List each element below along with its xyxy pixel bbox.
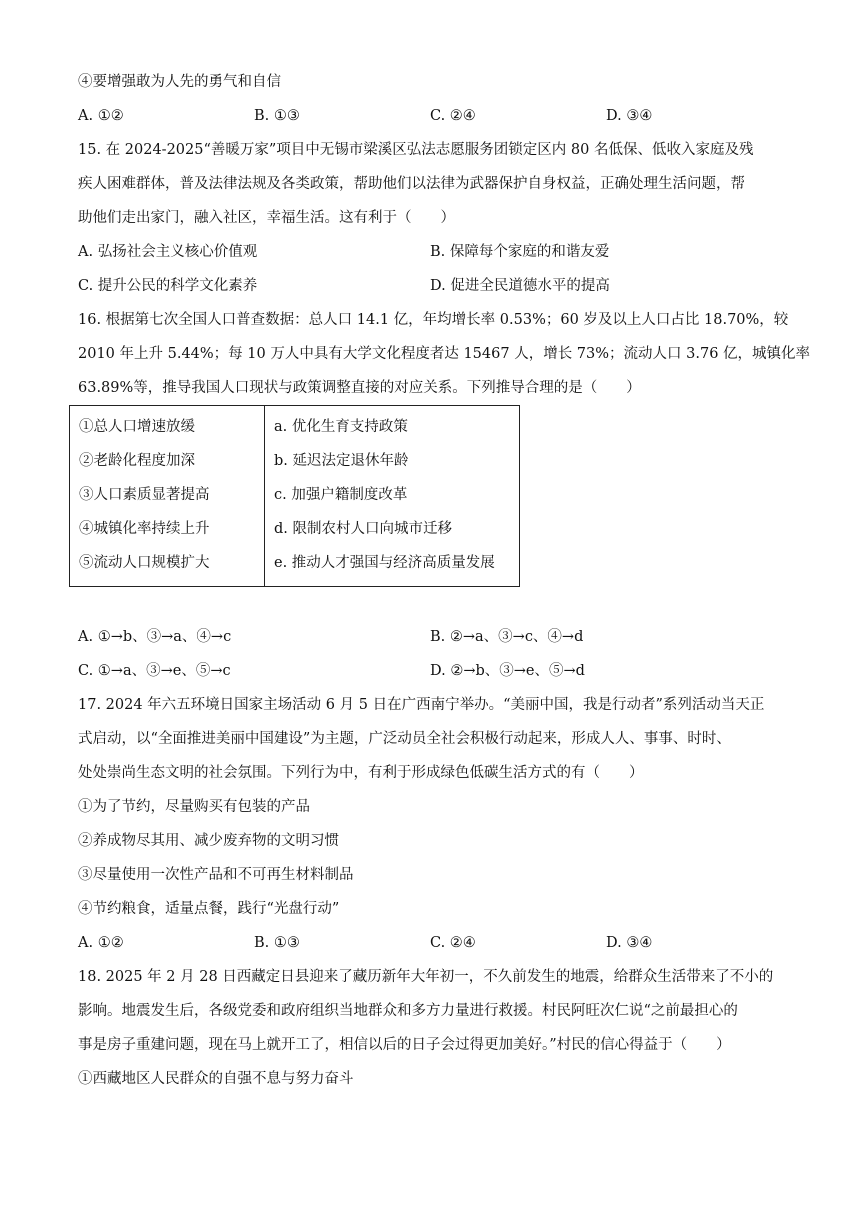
q18-stem-line-2: 影响。地震发生后，各级党委和政府组织当地群众和多方力量进行救援。村民阿旺次仁说“之前最担心的 [78,1003,738,1019]
q16-left-item-2: ②老龄化程度加深 [79,453,195,469]
q15-option-c[interactable]: C. 提升公民的科学文化素养 [78,278,258,294]
q15-option-d[interactable]: D. 促进全民道德水平的提高 [430,278,610,294]
q17-item-4: ④节约粮食，适量点餐，践行“光盘行动” [78,901,340,917]
q16-right-item-d: d. 限制农村人口向城市迁移 [274,521,452,537]
q16-stem-line-2: 2010 年上升 5.44%；每 10 万人中具有大学文化程度者达 15467 人，增长 73%；流动人口 3.76 亿，城镇化率 [78,346,811,362]
q15-stem-line-2: 疾人困难群体，普及法律法规及各类政策，帮助他们以法律为武器保护自身权益，正确处理生活问题，帮 [78,176,745,192]
q17-item-3: ③尽量使用一次性产品和不可再生材料制品 [78,867,354,883]
q17-stem-line-2: 式启动，以“全面推进美丽中国建设”为主题，广泛动员全社会积极行动起来，形成人人、事事、时时、 [78,731,731,747]
q16-left-item-5: ⑤流动人口规模扩大 [79,555,210,571]
q16-left-item-4: ④城镇化率持续上升 [79,521,210,537]
q15-option-a[interactable]: A. 弘扬社会主义核心价值观 [78,244,258,260]
q17-option-c[interactable]: C. ②④ [430,935,476,951]
q16-table-left-column [70,406,265,587]
q17-stem-line-3: 处处崇尚生态文明的社会氛围。下列行为中，有利于形成绿色低碳生活方式的有（ ） [78,765,644,781]
q18-item-1: ①西藏地区人民群众的自强不息与努力奋斗 [78,1071,354,1087]
q15-option-b[interactable]: B. 保障每个家庭的和谐友爱 [430,244,610,260]
q15-stem-line-1: 15. 在 2024-2025“善暖万家”项目中无锡市梁溪区弘法志愿服务团锁定区内 80 名低保、低收入家庭及残 [78,142,754,158]
q17-option-b[interactable]: B. ①③ [254,935,300,951]
q14-option-c[interactable]: C. ②④ [430,108,476,124]
q16-right-item-e: e. 推动人才强国与经济高质量发展 [274,555,495,571]
q15-stem-line-3: 助他们走出家门，融入社区，幸福生活。这有利于（ ） [78,210,455,226]
q16-left-item-3: ③人口素质显著提高 [79,487,210,503]
q16-right-item-a: a. 优化生育支持政策 [274,419,408,435]
q16-stem-line-1: 16. 根据第七次全国人口普查数据：总人口 14.1 亿，年均增长率 0.53%；60 岁及以上人口占比 18.70%，较 [78,312,789,328]
q16-table-right-column [265,406,520,587]
q14-option-d[interactable]: D. ③④ [606,108,653,124]
q16-matching-table [69,405,520,587]
q16-option-c[interactable]: C. ①→a、③→e、⑤→c [78,663,231,679]
q16-option-d[interactable]: D. ②→b、③→e、⑤→d [430,663,585,679]
q17-option-a[interactable]: A. ①② [78,935,124,951]
q16-left-item-1: ①总人口增速放缓 [79,419,195,435]
q14-option-a[interactable]: A. ①② [78,108,124,124]
q14-item-4: ④要增强敢为人先的勇气和自信 [78,74,281,90]
q18-stem-line-1: 18. 2025 年 2 月 28 日西藏定日县迎来了藏历新年大年初一，不久前发生的地震，给群众生活带来了不小的 [78,969,774,985]
q14-option-b[interactable]: B. ①③ [254,108,300,124]
q17-item-2: ②养成物尽其用、减少废弃物的文明习惯 [78,833,339,849]
q17-option-d[interactable]: D. ③④ [606,935,653,951]
q16-option-a[interactable]: A. ①→b、③→a、④→c [78,629,232,645]
q18-stem-line-3: 事是房子重建问题，现在马上就开工了，相信以后的日子会过得更加美好。”村民的信心得益于（ ） [78,1037,731,1053]
q17-stem-line-1: 17. 2024 年六五环境日国家主场活动 6 月 5 日在广西南宁举办。“美丽中国，我是行动者”系列活动当天正 [78,697,765,713]
q16-option-b[interactable]: B. ②→a、③→c、④→d [430,629,584,645]
q16-right-item-c: c. 加强户籍制度改革 [274,487,408,503]
q17-item-1: ①为了节约，尽量购买有包装的产品 [78,799,310,815]
q16-right-item-b: b. 延迟法定退休年龄 [274,453,409,469]
q16-stem-line-3: 63.89%等，推导我国人口现状与政策调整直接的对应关系。下列推导合理的是（ ） [78,380,641,396]
